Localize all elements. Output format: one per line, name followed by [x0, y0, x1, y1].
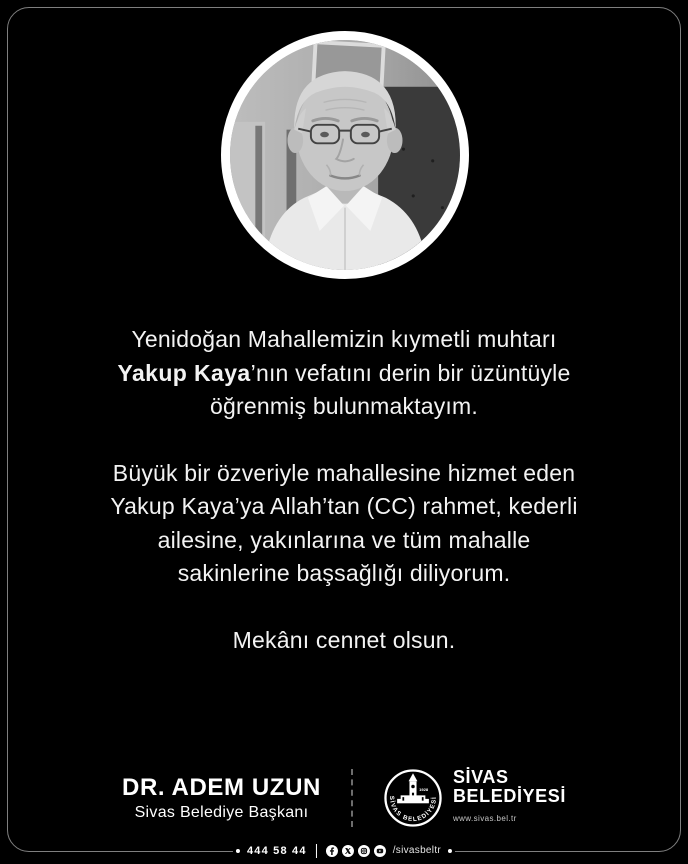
portrait-illustration [230, 40, 460, 270]
mayor-name: DR. ADEM UZUN [122, 774, 321, 801]
contact-bar-divider [316, 844, 317, 858]
message-paragraph-3 [36, 624, 652, 658]
line-end-dot [448, 849, 452, 853]
social-handle: /sivasbeltr [392, 845, 442, 856]
municipality-seal-icon [383, 768, 443, 828]
deceased-name: Yakup Kaya [117, 359, 251, 386]
message-paragraph-2 [36, 457, 652, 591]
message-line: Mekânı cennet olsun. [232, 626, 456, 653]
website-url: www.sivas.bel.tr [452, 814, 517, 823]
brand-line-2: BELEDİYESİ [452, 786, 566, 806]
portrait-photo [221, 31, 469, 279]
condolence-message [36, 323, 652, 690]
seal-year: 1928 [419, 786, 429, 792]
message-line: öğrenmiş bulunmaktayım. [210, 393, 478, 419]
message-line: Yenidoğan Mahallemizin kıymetli muhtarı [131, 326, 557, 352]
facebook-icon [326, 845, 338, 857]
social-icons [326, 845, 386, 857]
message-line: Yakup Kaya’ya Allah’tan (CC) rahmet, kederli [110, 493, 578, 519]
municipality-name [453, 768, 566, 828]
youtube-icon [374, 845, 386, 857]
municipality-brand [383, 768, 566, 828]
seal-curved-text: SİVAS BELEDİYESİ [387, 795, 438, 824]
footer-divider [351, 769, 353, 827]
message-line: ’nın vefatını derin bir üzüntüyle [250, 359, 571, 386]
x-twitter-icon [342, 845, 354, 857]
message-line: ailesine, yakınlarına ve tüm mahalle [157, 526, 531, 553]
mayor-title: Sivas Belediye Başkanı [134, 804, 309, 821]
message-line: Büyük bir özveriyle mahallesine hizmet eden [112, 459, 576, 486]
brand-line-1: SİVAS [452, 767, 509, 787]
phone-number: 444 58 44 [246, 844, 307, 857]
instagram-icon [358, 845, 370, 857]
footer [0, 766, 688, 830]
line-end-dot [236, 849, 240, 853]
message-line: sakinlerine başsağlığı diliyorum. [177, 560, 511, 586]
contact-bar [233, 841, 455, 860]
message-paragraph-1 [36, 323, 652, 424]
mayor-signature [122, 774, 321, 822]
